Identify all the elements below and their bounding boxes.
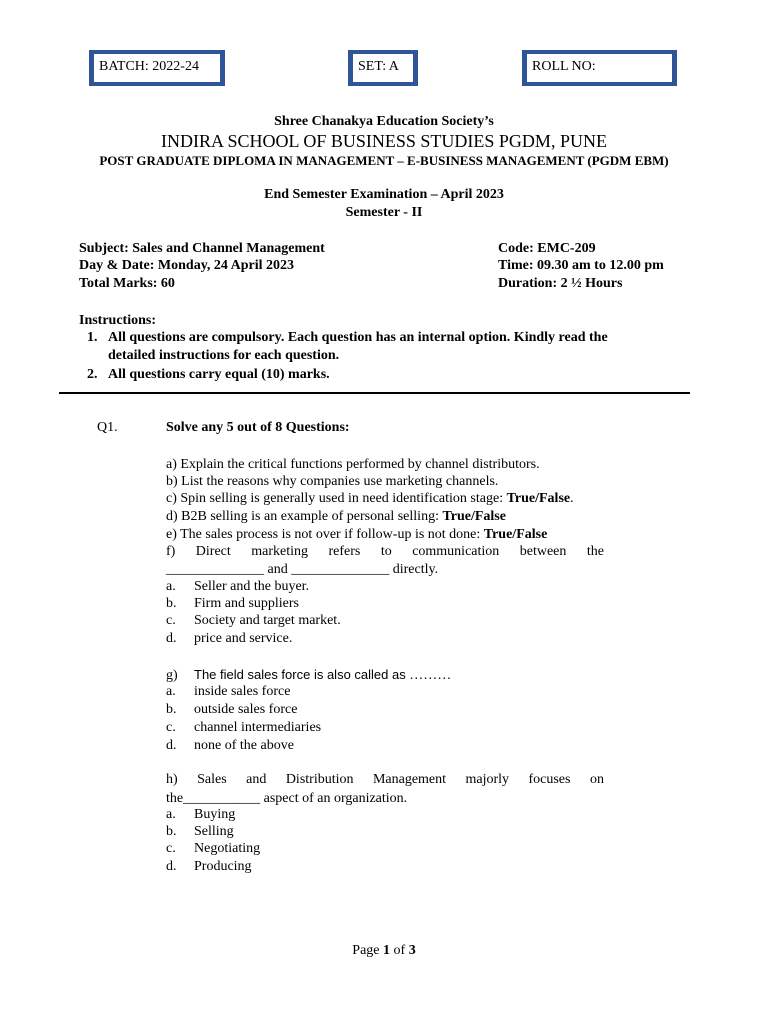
q1-item-c-truefalse: True/False	[506, 491, 571, 506]
q1-item-e-truefalse: True/False	[483, 527, 548, 542]
option-letter: b.	[166, 702, 177, 717]
option-text: Producing	[194, 859, 252, 874]
question-label: Q1.	[97, 420, 118, 435]
q1-h-word: h)	[166, 772, 178, 787]
option-text: none of the above	[194, 738, 294, 753]
q1-h-word: Management	[372, 772, 447, 787]
q1-f-word: refers	[328, 544, 361, 559]
page-number: 1	[383, 943, 391, 958]
q1-item-c-text: c) Spin selling is generally used in need identification stage:	[166, 491, 507, 506]
q1-g-dots: ………	[405, 668, 452, 683]
q1-h-word: focuses	[528, 772, 571, 787]
exam-time: Time: 09.30 am to 12.00 pm	[498, 258, 664, 273]
option-letter: c.	[166, 613, 176, 628]
total-marks: Total Marks: 60	[79, 276, 175, 291]
option-letter: a.	[166, 579, 176, 594]
q1-g-prefix: g)	[166, 668, 178, 683]
page-word: Page	[352, 943, 384, 958]
question-heading: Solve any 5 out of 8 Questions:	[166, 420, 350, 435]
q1-h-word: on	[589, 772, 604, 787]
option-letter: a.	[166, 684, 176, 699]
q1-g-option	[166, 737, 294, 755]
q1-item-a: a) Explain the critical functions performed by channel distributors.	[166, 457, 540, 472]
q1-item-h-line2: the___________ aspect of an organization.	[166, 791, 408, 806]
option-text: outside sales force	[194, 702, 298, 717]
option-letter: a.	[166, 807, 176, 822]
school-name: INDIRA SCHOOL OF BUSINESS STUDIES PGDM, PUNE	[161, 131, 607, 151]
option-letter: b.	[166, 824, 177, 839]
instruction-2-line1: All questions carry equal (10) marks.	[108, 367, 330, 382]
subject: Subject: Sales and Channel Management	[79, 241, 325, 256]
program-name: POST GRADUATE DIPLOMA IN MANAGEMENT – E-BUSINESS MANAGEMENT (PGDM EBM)	[99, 153, 669, 168]
q1-item-d-text: d) B2B selling is an example of personal selling:	[166, 509, 443, 524]
q1-h-word: Distribution	[285, 772, 354, 787]
q1-f-word: between	[519, 544, 567, 559]
set-box	[348, 50, 418, 86]
q1-f-option	[166, 612, 341, 630]
option-text: Negotiating	[194, 841, 261, 856]
header-divider	[59, 392, 690, 394]
q1-item-g	[166, 666, 451, 685]
q1-item-f-line2: ______________ and ______________ directly.	[166, 562, 439, 577]
q1-h-option	[166, 823, 234, 841]
q1-h-word: Sales	[197, 772, 227, 787]
instruction-1-line1: All questions are compulsory. Each question has an internal option. Kindly read the	[108, 330, 608, 345]
instruction-2-num: 2.	[87, 367, 98, 382]
of-word: of	[390, 943, 409, 958]
q1-h-word: and	[246, 772, 267, 787]
exam-title: End Semester Examination – April 2023	[264, 187, 504, 202]
q1-f-word: Direct	[195, 544, 231, 559]
q1-f-option	[166, 578, 309, 596]
set-label: SET: A	[353, 54, 413, 82]
option-letter: b.	[166, 596, 177, 611]
instruction-1-num: 1.	[87, 330, 98, 345]
exam-date: Day & Date: Monday, 24 April 2023	[79, 258, 295, 273]
q1-g-option	[166, 683, 290, 701]
q1-f-word: marketing	[251, 544, 309, 559]
q1-item-f-line1	[166, 544, 604, 560]
q1-g-option	[166, 701, 297, 719]
q1-h-option	[166, 858, 252, 876]
q1-f-word: the	[586, 544, 604, 559]
q1-f-option	[166, 595, 299, 613]
q1-item-c	[166, 490, 574, 508]
q1-g-option	[166, 719, 321, 737]
page-footer	[0, 943, 768, 959]
q1-item-e	[166, 526, 547, 544]
option-text: Firm and suppliers	[194, 596, 299, 611]
option-text: Selling	[194, 824, 234, 839]
q1-item-h-line1	[166, 772, 604, 788]
option-letter: d.	[166, 631, 177, 646]
option-letter: c.	[166, 720, 176, 735]
q1-f-word: to	[380, 544, 392, 559]
instruction-1-line2: detailed instructions for each question.	[108, 348, 340, 363]
q1-f-word: f)	[166, 544, 176, 559]
batch-label: BATCH: 2022-24	[94, 54, 220, 82]
q1-item-d-truefalse: True/False	[442, 509, 506, 524]
option-letter: d.	[166, 859, 177, 874]
option-text: Seller and the buyer.	[194, 579, 310, 594]
instructions-heading: Instructions:	[79, 313, 157, 328]
option-text: channel intermediaries	[194, 720, 322, 735]
q1-h-option	[166, 806, 235, 824]
q1-f-option	[166, 630, 292, 648]
page-total: 3	[408, 943, 416, 958]
q1-item-c-end: .	[570, 491, 574, 506]
q1-item-b: b) List the reasons why companies use marketing channels.	[166, 474, 499, 489]
q1-g-text: The field sales force is also called as	[194, 667, 406, 682]
q1-item-e-text: e) The sales process is not over if follow-up is not done:	[166, 527, 484, 542]
society-name: Shree Chanakya Education Society’s	[274, 114, 494, 129]
semester: Semester - II	[345, 205, 423, 220]
duration: Duration: 2 ½ Hours	[498, 276, 623, 291]
batch-box	[89, 50, 225, 86]
option-text: Society and target market.	[194, 613, 341, 628]
roll-label: ROLL NO:	[527, 54, 672, 82]
option-letter: c.	[166, 841, 176, 856]
option-text: price and service.	[194, 631, 293, 646]
option-text: inside sales force	[194, 684, 291, 699]
course-code: Code: EMC-209	[498, 241, 596, 256]
roll-box	[522, 50, 677, 86]
q1-item-d	[166, 508, 506, 526]
q1-f-word: communication	[412, 544, 500, 559]
q1-h-option	[166, 840, 260, 858]
q1-h-word: majorly	[465, 772, 510, 787]
option-text: Buying	[194, 807, 236, 822]
option-letter: d.	[166, 738, 177, 753]
